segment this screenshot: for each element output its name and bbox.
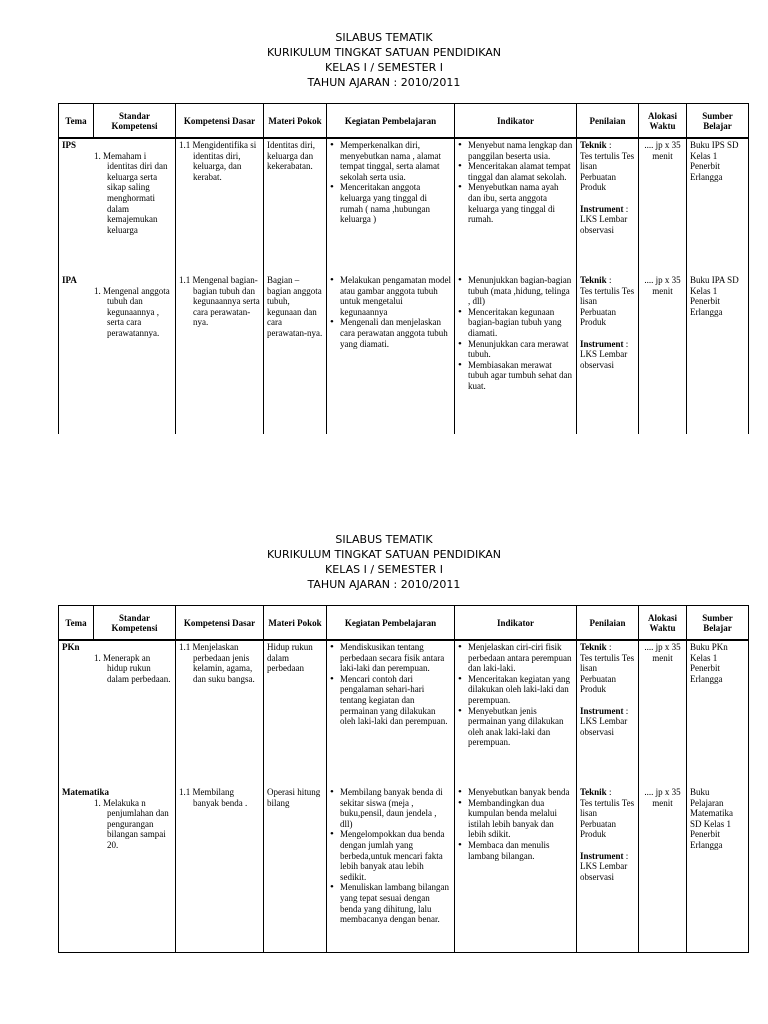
class-semester: KELAS I / SEMESTER I xyxy=(325,563,443,576)
kompetensi-dasar-text: 1.1 Membilang banyak benda . xyxy=(179,787,248,808)
kegiatan-cell xyxy=(327,138,455,274)
kompetensi-dasar-cell xyxy=(176,786,264,952)
table-row xyxy=(59,640,749,786)
col-header-standar-kompetensi: Standar Kompetensi xyxy=(94,606,176,641)
teknik-list: Tes tertulis Tes lisan Perbuatan Produk xyxy=(580,797,635,840)
col-header-sumber: Sumber Belajar xyxy=(687,606,749,641)
sumber-cell: Buku IPS SD Kelas 1 Penerbit Erlangga xyxy=(687,138,749,274)
penilaian-cell: Teknik : Tes tertulis Tes lisan Perbuatan Produk Instrument : LKS Lembar observasi xyxy=(577,640,639,786)
col-header-indikator: Indikator xyxy=(455,104,577,139)
alokasi-cell: .... jp x 35 menit xyxy=(639,640,687,786)
syllabus-table xyxy=(58,605,749,953)
materi-pokok-cell: Identitas diri, keluarga dan kekerabatan. xyxy=(264,138,327,274)
col-header-kompetensi-dasar: Kompetensi Dasar xyxy=(176,606,264,641)
col-header-standar-kompetensi: Standar Kompetensi xyxy=(94,104,176,139)
table-header-row xyxy=(59,104,749,139)
syllabus-page-2 xyxy=(0,532,768,925)
list-item: • Mendiskusikan tentang perbedaan secara fisik antara laki-laki dan perempuan. xyxy=(330,642,451,674)
col-header-alokasi: Alokasi Waktu xyxy=(639,104,687,139)
document-title: SILABUS TEMATIK xyxy=(335,31,433,44)
list-item: • Mengelompokkan dua benda dengan jumlah yang berbeda,untuk mencari fakta lebih banyak atau lebih sedikit. xyxy=(330,829,451,882)
teknik-label: Teknik xyxy=(580,642,607,652)
indikator-cell xyxy=(455,786,577,952)
instrument-list: LKS Lembar observasi xyxy=(580,861,628,882)
standar-kompetensi-text: 1. Melakuka n penjumlahan dan pengurangan bilangan sampai 20. xyxy=(94,797,169,850)
teknik-label: Teknik xyxy=(580,275,607,285)
instrument-label: Instrument xyxy=(580,338,624,349)
list-item: • Membaca dan menulis lambang bilangan. xyxy=(458,840,573,861)
list-item: • Menyebut nama lengkap dan panggilan beserta usia. xyxy=(458,140,573,161)
penilaian-cell: Teknik : Tes tertulis Tes lisan Perbuatan Produk Instrument : LKS Lembar observasi xyxy=(577,274,639,434)
col-header-materi-pokok: Materi Pokok xyxy=(264,606,327,641)
list-item: • Menceritakan anggota keluarga yang tinggal di rumah ( nama ,hubungan keluarga ) xyxy=(330,182,451,224)
document-title: SILABUS TEMATIK xyxy=(335,533,433,546)
kegiatan-cell xyxy=(327,274,455,434)
list-item: • Menceritakan alamat tempat tinggal dan alamat sekolah. xyxy=(458,161,573,182)
subject-label: IPA xyxy=(62,275,77,285)
table-row xyxy=(59,786,749,952)
col-header-tema: Tema xyxy=(59,104,94,139)
teknik-label: Teknik xyxy=(580,140,607,150)
alokasi-cell: .... jp x 35 menit xyxy=(639,274,687,434)
list-item: • Menyebutkan banyak benda xyxy=(458,787,573,798)
instrument-list: LKS Lembar observasi xyxy=(580,349,628,370)
col-header-penilaian: Penilaian xyxy=(577,104,639,139)
standar-kompetensi-text: 1. Memaham i identitas diri dan keluarga serta sikap saling menghormati dalam kemajemukan keluarga xyxy=(94,150,168,235)
list-item: • Membilang banyak benda di sekitar siswa (meja , buku,pensil, daun jendela , dll) xyxy=(330,787,451,829)
subject-label: PKn xyxy=(62,642,80,652)
instrument-label: Instrument xyxy=(580,705,624,716)
instrument-list: LKS Lembar observasi xyxy=(580,214,628,235)
teknik-list: Tes tertulis Tes lisan Perbuatan Produk xyxy=(580,150,635,193)
table-row xyxy=(59,138,749,274)
list-item: • Menyebutkan jenis permainan yang dilakukan oleh anak laki-laki dan perempuan. xyxy=(458,706,573,748)
list-item: • Menceritakan kegiatan yang dilakukan oleh laki-laki dan perempuan. xyxy=(458,674,573,706)
list-item: • Mencari contoh dari pengalaman sehari-hari tentang kegiatan dan permainan yang dilakukan oleh laki-laki dan perempuan. xyxy=(330,674,451,727)
subject-label: Matematika xyxy=(62,787,109,797)
kegiatan-cell xyxy=(327,640,455,786)
indikator-cell xyxy=(455,138,577,274)
list-item: • Membiasakan merawat tubuh agar tumbuh sehat dan kuat. xyxy=(458,360,573,392)
standar-kompetensi-cell xyxy=(59,640,176,786)
instrument-label: Instrument xyxy=(580,850,624,861)
subject-label: IPS xyxy=(62,140,77,150)
sumber-cell: Buku PKn Kelas 1 Penerbit Erlangga xyxy=(687,640,749,786)
kegiatan-cell xyxy=(327,786,455,952)
col-header-materi-pokok: Materi Pokok xyxy=(264,104,327,139)
teknik-list: Tes tertulis Tes lisan Perbuatan Produk xyxy=(580,652,635,695)
teknik-list: Tes tertulis Tes lisan Perbuatan Produk xyxy=(580,285,635,328)
materi-pokok-cell: Hidup rukun dalam perbedaan xyxy=(264,640,327,786)
kompetensi-dasar-text: 1.1 Mengenal bagian-bagian tubuh dan kegunaannya serta cara perawatan-nya. xyxy=(179,275,260,328)
col-header-kompetensi-dasar: Kompetensi Dasar xyxy=(176,104,264,139)
col-header-alokasi: Alokasi Waktu xyxy=(639,606,687,641)
document-header xyxy=(0,30,768,90)
col-header-penilaian: Penilaian xyxy=(577,606,639,641)
list-item: • Menuliskan lambang bilangan yang tepat sesuai dengan benda yang dihitung, lalu membacanya dengan benar. xyxy=(330,882,451,924)
kompetensi-dasar-text: 1.1 Mengidentifika si identitas diri, keluarga, dan kerabat. xyxy=(179,140,257,182)
document-header xyxy=(0,532,768,592)
table-row xyxy=(59,274,749,434)
instrument-label: Instrument xyxy=(580,203,624,214)
col-header-sumber: Sumber Belajar xyxy=(687,104,749,139)
penilaian-cell: Teknik : Tes tertulis Tes lisan Perbuatan Produk Instrument : LKS Lembar observasi xyxy=(577,786,639,952)
materi-pokok-cell: Operasi hitung bilang xyxy=(264,786,327,952)
curriculum-title: KURIKULUM TINGKAT SATUAN PENDIDIKAN xyxy=(267,548,501,561)
sumber-cell: Buku IPA SD Kelas 1 Penerbit Erlangga xyxy=(687,274,749,434)
academic-year: TAHUN AJARAN : 2010/2011 xyxy=(307,578,461,591)
standar-kompetensi-cell xyxy=(59,274,176,434)
indikator-cell xyxy=(455,274,577,434)
list-item: • Menyebutkan nama ayah dan ibu, serta anggota keluarga yang tinggal di rumah. xyxy=(458,182,573,224)
penilaian-cell: Teknik : Tes tertulis Tes lisan Perbuatan Produk Instrument : LKS Lembar observasi xyxy=(577,138,639,274)
materi-pokok-cell: Bagian – bagian anggota tubuh, kegunaan dan cara perawatan-nya. xyxy=(264,274,327,434)
kompetensi-dasar-cell xyxy=(176,274,264,434)
curriculum-title: KURIKULUM TINGKAT SATUAN PENDIDIKAN xyxy=(267,46,501,59)
alokasi-cell: .... jp x 35 menit xyxy=(639,138,687,274)
syllabus-page-1 xyxy=(0,30,768,391)
list-item: • Menunjukkan bagian-bagian tubuh (mata ,hidung, telinga , dll) xyxy=(458,275,573,307)
list-item: • Membandingkan dua kumpulan benda melalui istilah lebih banyak dan lebih sdikit. xyxy=(458,798,573,840)
alokasi-cell: .... jp x 35 menit xyxy=(639,786,687,952)
teknik-label: Teknik xyxy=(580,787,607,797)
col-header-tema: Tema xyxy=(59,606,94,641)
kompetensi-dasar-cell xyxy=(176,138,264,274)
class-semester: KELAS I / SEMESTER I xyxy=(325,61,443,74)
indikator-cell xyxy=(455,640,577,786)
standar-kompetensi-text: 1. Menerapk an hidup rukun dalam perbedaan. xyxy=(94,652,171,684)
col-header-kegiatan: Kegiatan Pembelajaran xyxy=(327,104,455,139)
kompetensi-dasar-cell xyxy=(176,640,264,786)
table-header-row xyxy=(59,606,749,641)
list-item: • Melakukan pengamatan model atau gambar anggota tubuh untuk mengetalui kegunaannya xyxy=(330,275,451,317)
instrument-list: LKS Lembar observasi xyxy=(580,716,628,737)
col-header-kegiatan: Kegiatan Pembelajaran xyxy=(327,606,455,641)
standar-kompetensi-cell xyxy=(59,138,176,274)
list-item: • Menceritakan kegunaan bagian-bagian tubuh yang diamati. xyxy=(458,307,573,339)
kompetensi-dasar-text: 1.1 Menjelaskan perbedaan jenis kelamin, agama, dan suku bangsa. xyxy=(179,642,255,684)
standar-kompetensi-text: 1. Mengenal anggota tubuh dan kegunaannya , serta cara perawatannya. xyxy=(94,285,170,338)
list-item: • Menunjukkan cara merawat tubuh. xyxy=(458,339,573,360)
list-item: • Mengenali dan menjelaskan cara perawatan anggota tubuh yang diamati. xyxy=(330,317,451,349)
col-header-indikator: Indikator xyxy=(455,606,577,641)
sumber-cell: Buku Pelajaran Matematika SD Kelas 1 Penerbit Erlangga xyxy=(687,786,749,952)
list-item: • Memperkenalkan diri, menyebutkan nama , alamat tempat tinggal, serta alamat sekolah serta usia. xyxy=(330,140,451,182)
standar-kompetensi-cell xyxy=(59,786,176,952)
list-item: • Menjelaskan ciri-ciri fisik perbedaan antara perempuan dan laki-laki. xyxy=(458,642,573,674)
academic-year: TAHUN AJARAN : 2010/2011 xyxy=(307,76,461,89)
syllabus-table xyxy=(58,103,749,434)
